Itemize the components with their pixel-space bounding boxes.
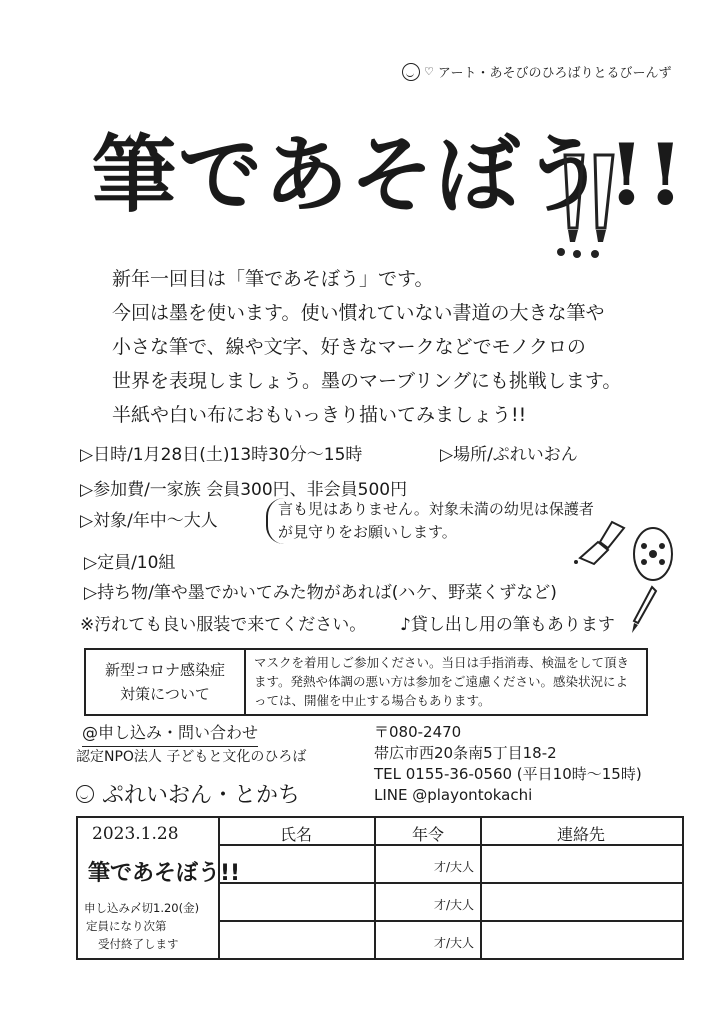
items-to-bring: ▷持ち物/筆や墨でかいてみた物があれば(ハケ、野菜くずなど) [84,583,557,603]
clothes-note: ※汚れても良い服装で来てください。 [80,615,367,635]
age-suffix: 才/大人 [434,898,475,912]
heart-icon: ♡ [424,65,434,78]
header-name: 氏名 [279,825,312,844]
intro-line: 新年一回目は「筆であそぼう」です。 [112,268,434,290]
org-tagline [402,62,672,81]
capacity: ▷定員/10組 [84,553,176,573]
intro-line: 今回は墨を使います。使い慣れていない書道の大きな筆や [112,302,605,324]
intro-line: 世界を表現しましょう。墨のマーブリングにも挑戦します。 [112,370,622,392]
age-suffix: 才/大人 [434,936,475,950]
place: ▷場所/ぷれいおん [440,445,578,465]
contact-label: @申し込み・問い合わせ [82,720,258,743]
covid-heading-line: 新型コロナ感染症 [104,661,225,679]
target: ▷対象/年中～大人 [80,511,218,531]
covid-notice [84,648,648,716]
org-name [76,778,300,809]
brush-rental: ♪貸し出し用の筆もあります [400,615,615,635]
covid-heading [86,650,246,714]
covid-body: マスクを着用しご参加ください。当日は手指消毒、検温をして頂きます。発熱や体調の悪い方は参加をご遠慮ください。感染状況によっては、開催を中止する場合もあります。 [254,655,630,708]
form-deadline: 申し込み〆切1.20(金) [84,901,200,915]
form-event-title: 筆であそぼう!! [88,861,241,886]
header-age: 年令 [411,825,444,844]
postal-code: 〒080-2470 [374,723,462,741]
datetime: ▷日時/1月28日(土)13時30分～15時 [80,445,363,465]
form-note: 受付終了します [98,937,179,951]
org-name-text: ぷれいおん・とかち [102,783,301,808]
phone: TEL 0155-36-0560 (平日10時～15時) [374,765,642,783]
page-title: 筆であそぼう!! [92,125,686,224]
application-form [76,816,684,960]
address-block [374,722,642,806]
smiley-icon [76,785,94,803]
covid-heading-line: 対策について [120,685,210,703]
form-note: 定員になり次第 [86,919,167,933]
line-id: LINE @playontokachi [374,786,533,804]
fee: ▷参加費/一家族 会員300円、非会員500円 [80,480,408,500]
header-contact: 連絡先 [556,825,605,844]
age-suffix: 才/大人 [434,860,475,874]
lotus-root-icon [630,524,676,584]
intro-paragraph [112,262,632,432]
row-divider [218,882,682,884]
form-date: 2023.1.28 [92,824,179,844]
target-note: 言も児はありません。対象未満の幼児は保護者が見守りをお願いします。 [266,498,598,544]
address: 帯広市西20条南5丁目18-2 [374,744,557,762]
intro-line: 小さな筆で、線や文字、好きなマークなどでモノクロの [112,336,586,358]
form-event-cell [78,818,241,958]
brush-icon [555,150,625,260]
smiley-icon [402,63,420,81]
paint-brush-icon [572,518,632,568]
brush-icon [628,585,658,635]
org-full-name: 認定NPO法人 子どもと文化のひろば [76,749,307,765]
row-divider [218,920,682,922]
intro-line: 半紙や白い布におもいっきり描いてみましょう!! [112,404,527,426]
org-tagline-text: アート・あそびのひろばりとるびーんず [437,66,672,81]
